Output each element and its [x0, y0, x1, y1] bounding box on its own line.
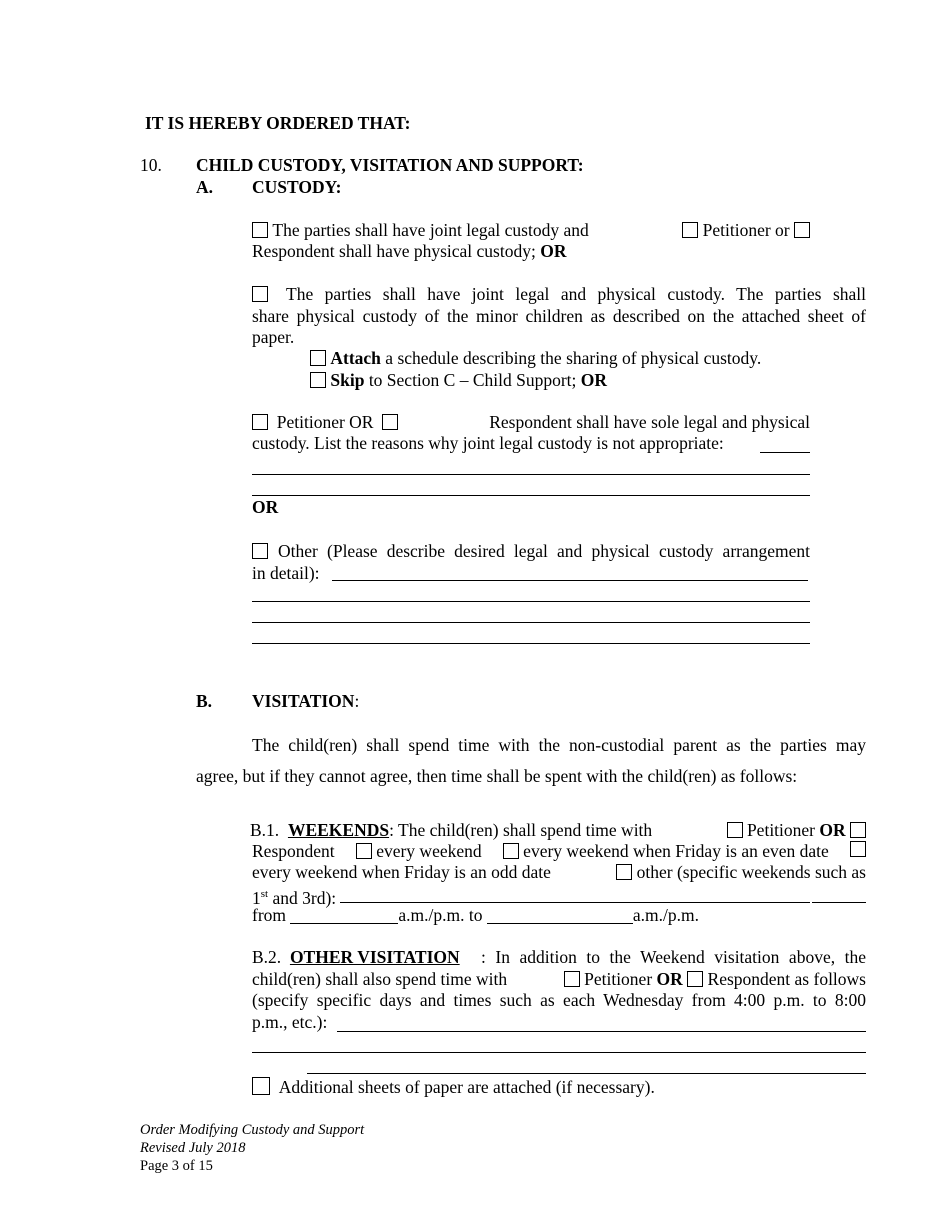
every-weekend-checkbox[interactable] [356, 843, 372, 859]
other-detail-line-3[interactable] [252, 643, 810, 644]
footer-page-number: Page 3 of 15 [140, 1158, 213, 1174]
weekends-specific-line-end[interactable] [812, 902, 866, 903]
skip-option: Skip to Section C – Child Support; OR [310, 370, 607, 391]
other-detail-inline[interactable] [332, 580, 808, 581]
odd-friday-checkbox[interactable] [850, 841, 866, 857]
custody-option-3-line1: Petitioner OR Respondent shall have sole legal and physical [252, 412, 810, 433]
weekends-line2: Respondent every weekend every weekend when Friday is an even date [252, 841, 866, 862]
additional-sheets-option: Additional sheets of paper are attached (if necessary). [252, 1077, 655, 1098]
section-b-title: VISITATION: [252, 691, 360, 711]
even-friday-checkbox[interactable] [503, 843, 519, 859]
other-visitation-line3: (specify specific days and times such as each Wednesday from 4:00 p.m. to 8:00 [252, 990, 866, 1010]
joint-legal-checkbox[interactable] [252, 222, 268, 238]
option-1-text: The parties shall have joint legal custody and [272, 220, 589, 240]
visitation-intro-line2: agree, but if they cannot agree, then time shall be spent with the child(ren) as follows: [196, 766, 798, 786]
sole-petitioner-checkbox[interactable] [252, 414, 268, 430]
other-visitation-respondent-checkbox[interactable] [687, 971, 703, 987]
weekends-line3: every weekend when Friday is an odd date other (specific weekends such as [252, 862, 866, 882]
other-visitation-line2: child(ren) shall also spend time with Petitioner OR Respondent as follows [252, 969, 866, 989]
custody-option-2-line1: The parties shall have joint legal and physical custody. The parties shall [252, 284, 866, 305]
other-visitation-line4: p.m., etc.): [252, 1012, 328, 1032]
weekends-respondent-checkbox[interactable] [850, 822, 866, 838]
footer-form-title: Order Modifying Custody and Support [140, 1122, 365, 1138]
visitation-intro-line1: The child(ren) shall spend time with the non-custodial parent as the parties may [252, 735, 866, 755]
other-detail-line-1[interactable] [252, 601, 810, 602]
reasons-blank-inline[interactable] [760, 452, 810, 453]
weekends-petitioner-checkbox[interactable] [727, 822, 743, 838]
section-a-title: CUSTODY: [252, 177, 342, 197]
other-visitation-line1: B.2. OTHER VISITATION : In addition to the Weekend visitation above, the [252, 947, 866, 967]
other-visitation-petitioner-checkbox[interactable] [564, 971, 580, 987]
or-label: OR [252, 497, 279, 517]
custody-option-1-line1 [252, 220, 810, 241]
custody-option-1-line2: Respondent shall have physical custody; OR [252, 241, 567, 261]
weekends-line4: 1st and 3rd): [252, 887, 337, 908]
attach-schedule-checkbox[interactable] [310, 350, 326, 366]
section-b-letter: B. [196, 691, 213, 711]
section-a-letter: A. [196, 177, 214, 197]
petitioner-physical-checkbox[interactable] [682, 222, 698, 238]
footer-revised: Revised July 2018 [140, 1140, 246, 1156]
from-time-blank[interactable] [290, 907, 398, 924]
section-10-title: CHILD CUSTODY, VISITATION AND SUPPORT: [196, 155, 584, 175]
other-weekends-checkbox[interactable] [616, 864, 632, 880]
other-visitation-inline[interactable] [337, 1031, 866, 1032]
custody-option-2-line3: paper. [252, 327, 295, 347]
weekends-specific-line[interactable] [340, 902, 810, 903]
custody-option-4-line2: in detail): [252, 563, 320, 583]
attach-schedule-option: Attach a schedule describing the sharing of physical custody. [310, 348, 761, 369]
petitioner-or-text: Petitioner or [702, 220, 790, 240]
other-detail-line-2[interactable] [252, 622, 810, 623]
sole-respondent-checkbox[interactable] [382, 414, 398, 430]
other-visitation-line-b[interactable] [307, 1073, 866, 1074]
other-visitation-line-a[interactable] [252, 1052, 866, 1053]
weekends-line1: B.1. WEEKENDS: The child(ren) shall spend time with Petitioner OR [250, 820, 866, 841]
reasons-line-1[interactable] [252, 474, 810, 475]
section-10-number: 10. [140, 155, 162, 175]
weekends-time-line: from a.m./p.m. to a.m./p.m. [252, 905, 699, 925]
respondent-physical-checkbox[interactable] [794, 222, 810, 238]
skip-checkbox[interactable] [310, 372, 326, 388]
joint-legal-physical-checkbox[interactable] [252, 286, 268, 302]
custody-option-3-line2: custody. List the reasons why joint legal custody is not appropriate: [252, 433, 724, 453]
order-heading: IT IS HEREBY ORDERED THAT: [145, 113, 411, 133]
custody-option-2-line2: share physical custody of the minor children as described on the attached sheet of [252, 306, 866, 326]
custody-option-4-line1: Other (Please describe desired legal and physical custody arrangement [252, 541, 810, 562]
to-time-blank[interactable] [487, 907, 633, 924]
other-custody-checkbox[interactable] [252, 543, 268, 559]
additional-sheets-checkbox[interactable] [252, 1077, 270, 1095]
reasons-line-2[interactable] [252, 495, 810, 496]
